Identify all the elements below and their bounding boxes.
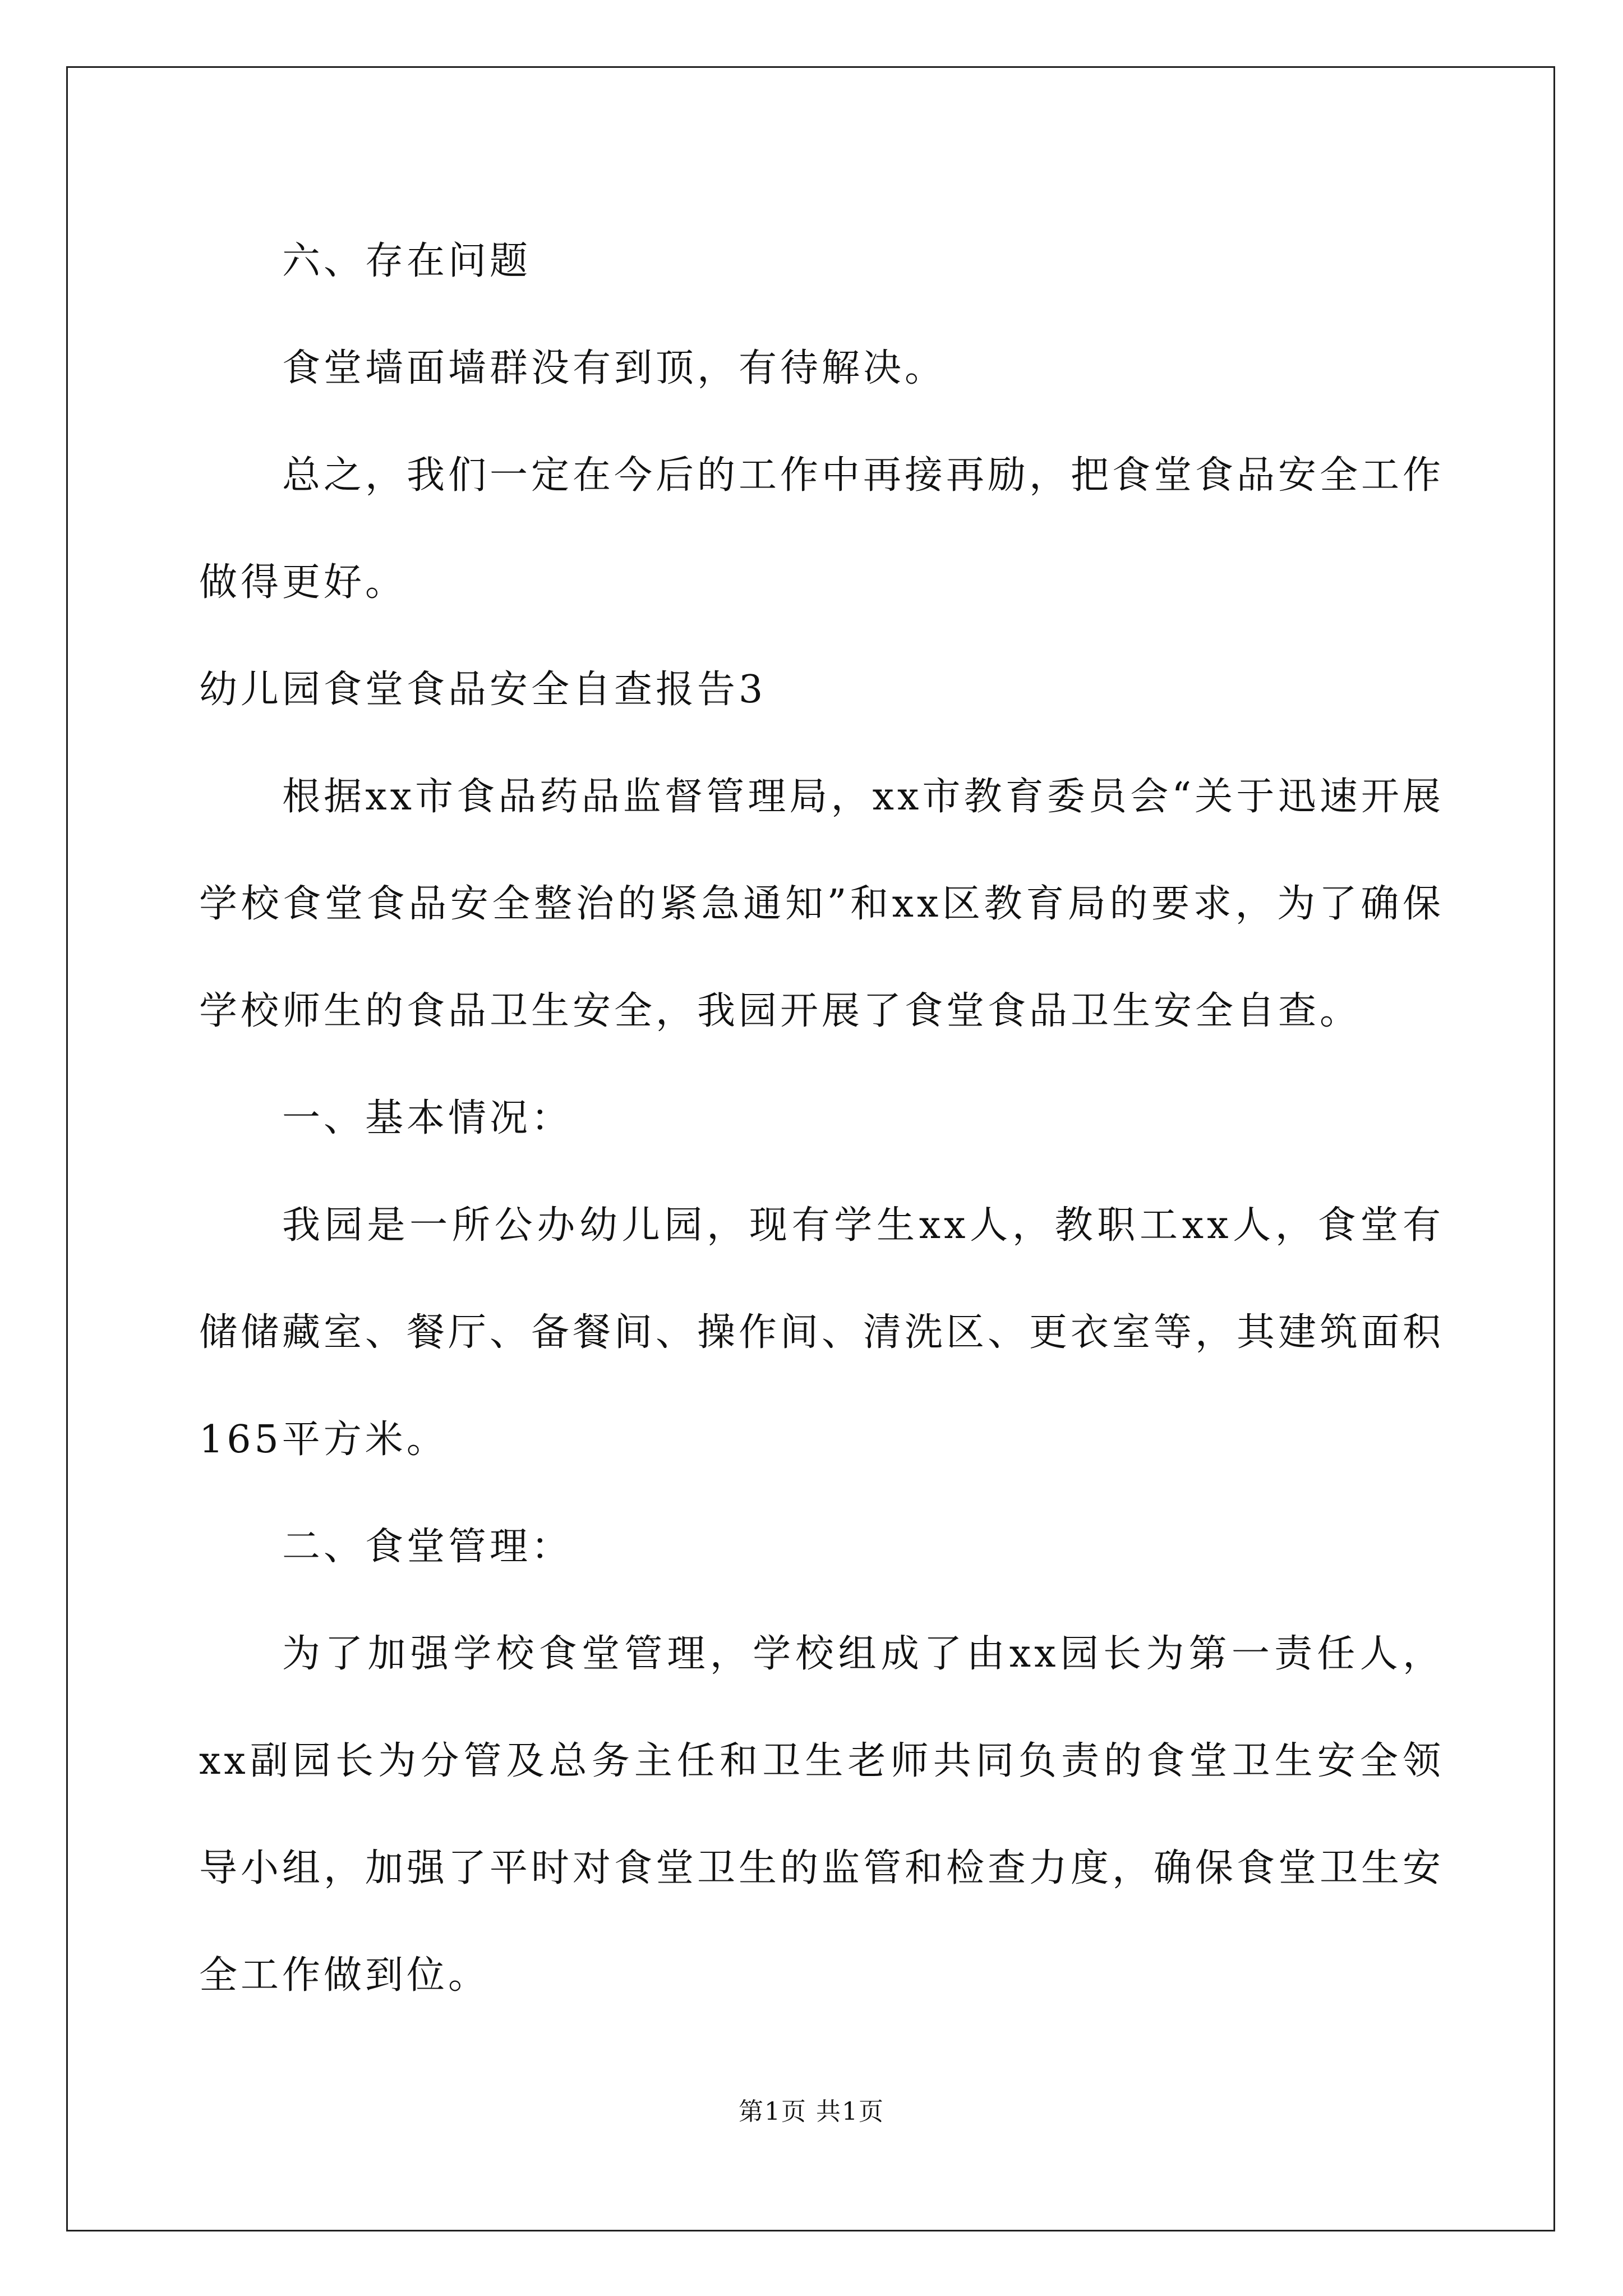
page-footer: 第1页 共1页 (739, 2097, 884, 2126)
section-heading-problems: 六、存在问题 (282, 239, 532, 283)
paragraph: 总之，我们一定在今后的工作中再接再励，把食堂食品安全工作做得更好。 (199, 453, 1445, 605)
paragraph: 为了加强学校食堂管理，学校组成了由xx园长为第一责任人，xx副园长为分管及总务主任和卫生老师共同负责的食堂卫生安全领导小组，加强了平时对食堂卫生的监管和检查力度，确保食堂卫生安全工作做到位。 (199, 1632, 1445, 1998)
paragraph: 我园是一所公办幼儿园，现有学生xx人，教职工xx人，食堂有储储藏室、餐厅、备餐间、操作间、清洗区、更衣室等，其建筑面积165平方米。 (199, 1203, 1445, 1462)
section-heading-management: 二、食堂管理： (282, 1525, 573, 1569)
section-heading-basic-info: 一、基本情况： (282, 1096, 573, 1140)
paragraph: 食堂墙面墙群没有到顶，有待解决。 (282, 346, 947, 390)
document-body (199, 208, 1444, 2029)
report-title: 幼儿园食堂食品安全自查报告3 (199, 668, 767, 712)
paragraph: 根据xx市食品药品监督管理局，xx市教育委员会“关于迅速开展学校食堂食品安全整治的紧急通知”和xx区教育局的要求，为了确保学校师生的食品卫生安全，我园开展了食堂食品卫生安全自查。 (199, 775, 1444, 1033)
